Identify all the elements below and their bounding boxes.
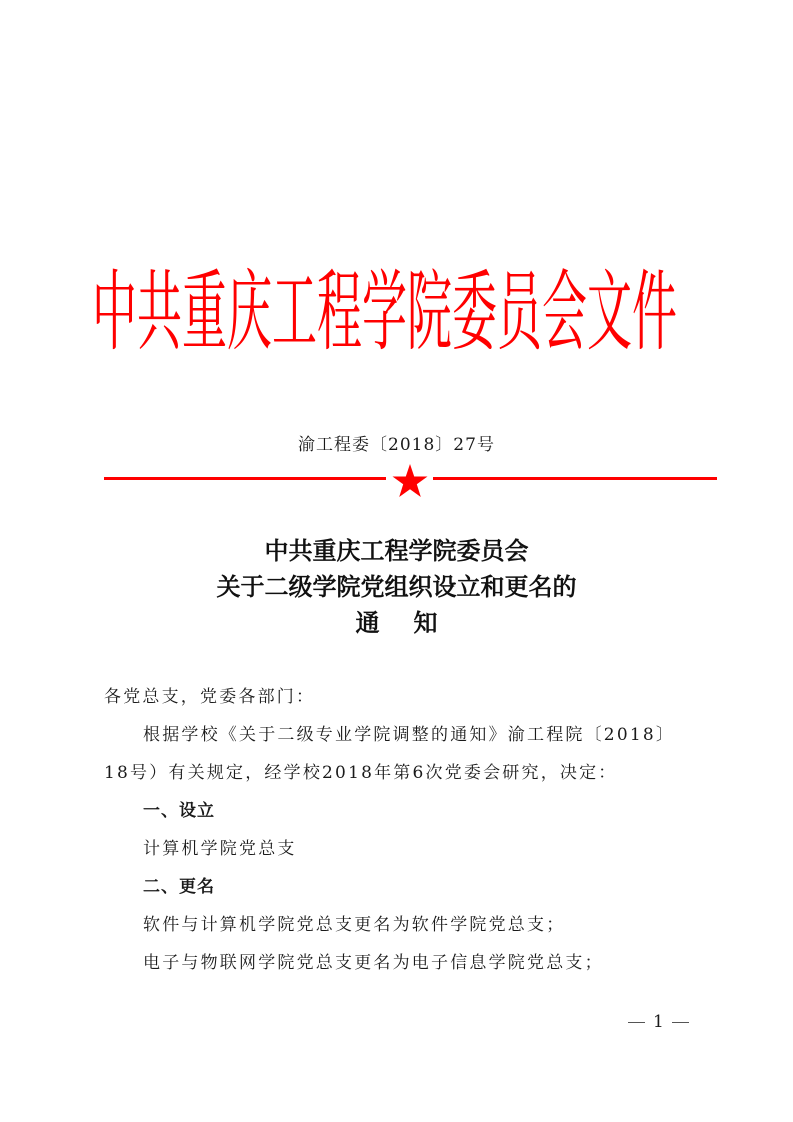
document-body — [104, 678, 724, 982]
section-item: 软件与计算机学院党总支更名为软件学院党总支； — [143, 915, 566, 935]
document-number: 渝工程委〔2018〕27号 — [298, 435, 495, 455]
intro-paragraph-line-2: 18号）有关规定，经学校2018年第6次党委会研究，决定： — [104, 763, 618, 783]
dash-right — [672, 1022, 689, 1023]
section-item: 电子与物联网学院党总支更名为电子信息学院党总支； — [143, 953, 604, 973]
title-line-1: 中共重庆工程学院委员会 — [264, 536, 529, 565]
issuer-header — [92, 260, 692, 364]
salutation: 各党总支，党委各部门： — [104, 687, 316, 707]
document-title — [0, 533, 793, 641]
page-number-value: 1 — [653, 1012, 664, 1032]
section-heading-establish: 一、设立 — [143, 801, 215, 821]
dash-left — [628, 1022, 645, 1023]
title-line-3: 通知 — [355, 608, 472, 637]
section-item: 计算机学院党总支 — [143, 839, 297, 859]
issuer-title: 中共重庆工程学院委员会文件 — [92, 260, 678, 364]
intro-paragraph-line-1: 根据学校《关于二级专业学院调整的通知》渝工程院〔2018〕 — [143, 725, 676, 745]
red-divider-left — [104, 477, 386, 480]
red-divider-right — [433, 477, 717, 480]
star-icon — [392, 464, 428, 498]
page-number — [620, 1010, 697, 1034]
title-line-2: 关于二级学院党组织设立和更名的 — [216, 572, 577, 601]
section-heading-rename: 二、更名 — [143, 877, 215, 897]
